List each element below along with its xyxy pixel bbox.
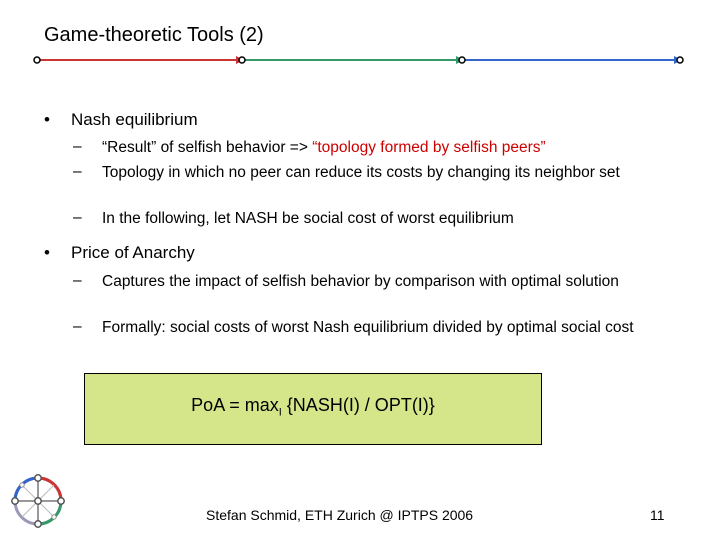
bullet-marker: • xyxy=(44,110,50,129)
sub-bullet-marker: – xyxy=(73,138,82,155)
sub-bullet-text: Topology in which no peer can reduce its costs by changing its neighbor set xyxy=(102,164,620,181)
sub-bullet-marker: – xyxy=(73,272,82,289)
formula-box xyxy=(84,373,542,445)
sub-bullet-text: Captures the impact of selfish behavior by comparison with optimal solution xyxy=(102,273,619,290)
bullet-marker: • xyxy=(44,243,50,262)
title-divider xyxy=(30,50,690,70)
bullet-label: Nash equilibrium xyxy=(71,110,198,129)
bullet-label: Price of Anarchy xyxy=(71,243,195,262)
slide-title: Game-theoretic Tools (2) xyxy=(44,24,264,46)
sub-bullet-marker: – xyxy=(73,163,82,180)
sub-bullet-text: “Result” of selfish behavior => “topology formed by selfish peers” xyxy=(102,139,546,156)
page-number: 11 xyxy=(650,507,665,523)
footer-author: Stefan Schmid, ETH Zurich @ IPTPS 2006 xyxy=(206,507,474,523)
poa-formula: PoA = $\max_I$ {NASH(I) / OPT(I)} xyxy=(191,395,435,419)
sub-bullet-marker: – xyxy=(73,209,82,226)
network-logo-icon xyxy=(5,468,71,534)
sub-bullet-marker: – xyxy=(73,318,82,335)
formula-subscript: I xyxy=(278,406,282,419)
highlighted-text: “topology formed by selfish peers” xyxy=(312,139,546,156)
sub-bullet-text: Formally: social costs of worst Nash equilibrium divided by optimal social cost xyxy=(102,319,634,336)
sub-bullet-text: In the following, let NASH be social cost of worst equilibrium xyxy=(102,210,514,227)
